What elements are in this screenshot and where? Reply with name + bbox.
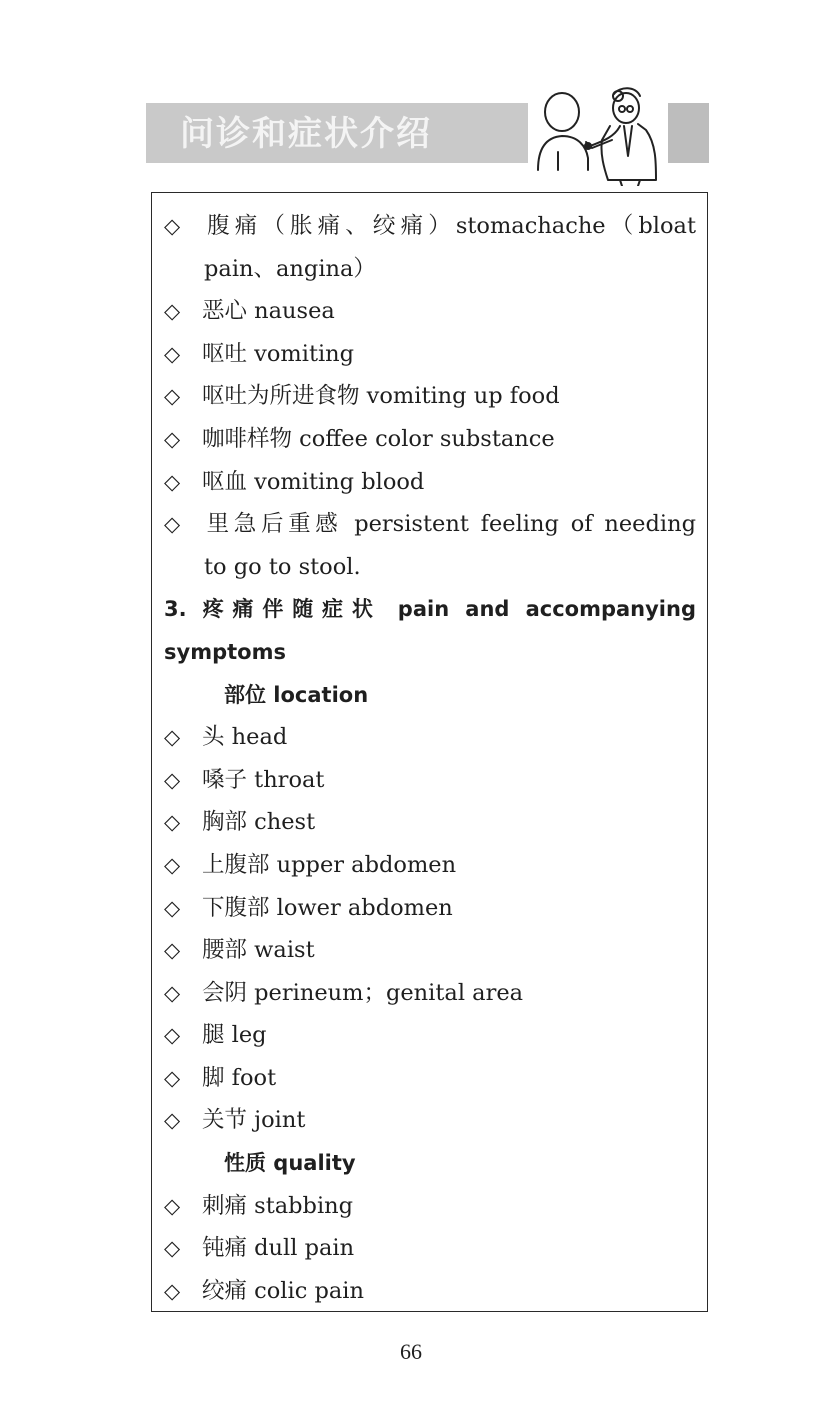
- list-item: [164, 716, 696, 759]
- diamond-bullet-icon: ◇: [164, 1278, 181, 1303]
- item-text: 腹痛（胀痛、绞痛）stomachache（bloat: [202, 213, 696, 239]
- list-item: [164, 333, 696, 376]
- diamond-bullet-icon: ◇: [164, 426, 181, 451]
- header-band-edge: [663, 103, 709, 163]
- diamond-bullet-icon: ◇: [164, 341, 181, 366]
- list-item: [164, 1227, 696, 1270]
- list-item: [164, 1270, 696, 1313]
- list-item: [164, 1099, 696, 1142]
- item-text: 钝痛 dull pain: [202, 1235, 355, 1262]
- subheading-quality: 性质 quality: [224, 1151, 356, 1176]
- diamond-bullet-icon: ◇: [164, 512, 181, 537]
- item-text: 胸部 chest: [202, 809, 316, 836]
- page-number: 66: [400, 1339, 422, 1364]
- section-heading-continuation: symptoms: [164, 639, 286, 664]
- vocabulary-list: [164, 205, 696, 1312]
- item-text: 会阴 perineum；genital area: [202, 979, 524, 1006]
- list-item: [164, 929, 696, 972]
- list-item: [164, 503, 696, 546]
- list-item: [164, 887, 696, 930]
- section-heading: 3. 疼痛伴随症状 pain and accompanying: [164, 597, 696, 622]
- list-item-continuation: [164, 546, 696, 589]
- diamond-bullet-icon: ◇: [164, 852, 181, 877]
- list-item: [164, 972, 696, 1015]
- list-item: [164, 801, 696, 844]
- subheading-location: 部位 location: [224, 682, 369, 707]
- list-item: [164, 205, 696, 248]
- list-item: [164, 844, 696, 887]
- diamond-bullet-icon: ◇: [164, 1108, 181, 1133]
- item-text: 呕吐 vomiting: [202, 340, 355, 367]
- list-item: [164, 290, 696, 333]
- item-text: 嗓子 throat: [202, 766, 325, 793]
- diamond-bullet-icon: ◇: [164, 767, 181, 792]
- item-text: 呕吐为所进食物 vomiting up food: [202, 383, 560, 410]
- diamond-bullet-icon: ◇: [164, 1236, 181, 1261]
- diamond-bullet-icon: ◇: [164, 938, 181, 963]
- chapter-title: 问诊和症状介绍: [180, 114, 432, 154]
- item-text: 头 head: [202, 724, 288, 751]
- diamond-bullet-icon: ◇: [164, 980, 181, 1005]
- item-text: 上腹部 upper abdomen: [202, 851, 457, 878]
- list-item: [164, 759, 696, 802]
- item-text: to go to stool.: [204, 553, 361, 580]
- list-item: [164, 1057, 696, 1100]
- list-item: [164, 1014, 696, 1057]
- item-text: 恶心 nausea: [202, 298, 335, 325]
- diamond-bullet-icon: ◇: [164, 1023, 181, 1048]
- list-item: [164, 461, 696, 504]
- diamond-bullet-icon: ◇: [164, 1065, 181, 1090]
- diamond-bullet-icon: ◇: [164, 810, 181, 835]
- item-text: 呕血 vomiting blood: [202, 468, 425, 495]
- item-text: 关节 joint: [202, 1107, 306, 1134]
- item-text: 腰部 waist: [202, 937, 315, 964]
- diamond-bullet-icon: ◇: [164, 1193, 181, 1218]
- diamond-bullet-icon: ◇: [164, 725, 181, 750]
- diamond-bullet-icon: ◇: [164, 214, 181, 238]
- item-text: 咖啡样物 coffee color substance: [202, 425, 555, 452]
- diamond-bullet-icon: ◇: [164, 384, 181, 409]
- doctor-patient-icon: [528, 82, 668, 186]
- item-text: 腿 leg: [202, 1022, 267, 1049]
- diamond-bullet-icon: ◇: [164, 299, 181, 324]
- item-text: 里急后重感 persistent feeling of needing: [202, 511, 696, 538]
- item-text: 刺痛 stabbing: [202, 1192, 354, 1219]
- item-text: 脚 foot: [202, 1064, 277, 1091]
- list-item: [164, 418, 696, 461]
- diamond-bullet-icon: ◇: [164, 895, 181, 920]
- item-text: 绞痛 colic pain: [202, 1277, 364, 1304]
- doctor-patient-illustration: [528, 82, 668, 186]
- item-text: pain、angina）: [204, 255, 376, 282]
- item-text: 下腹部 lower abdomen: [202, 894, 453, 921]
- list-item: [164, 375, 696, 418]
- list-item-continuation: [164, 248, 696, 291]
- diamond-bullet-icon: ◇: [164, 469, 181, 494]
- list-item: [164, 1185, 696, 1228]
